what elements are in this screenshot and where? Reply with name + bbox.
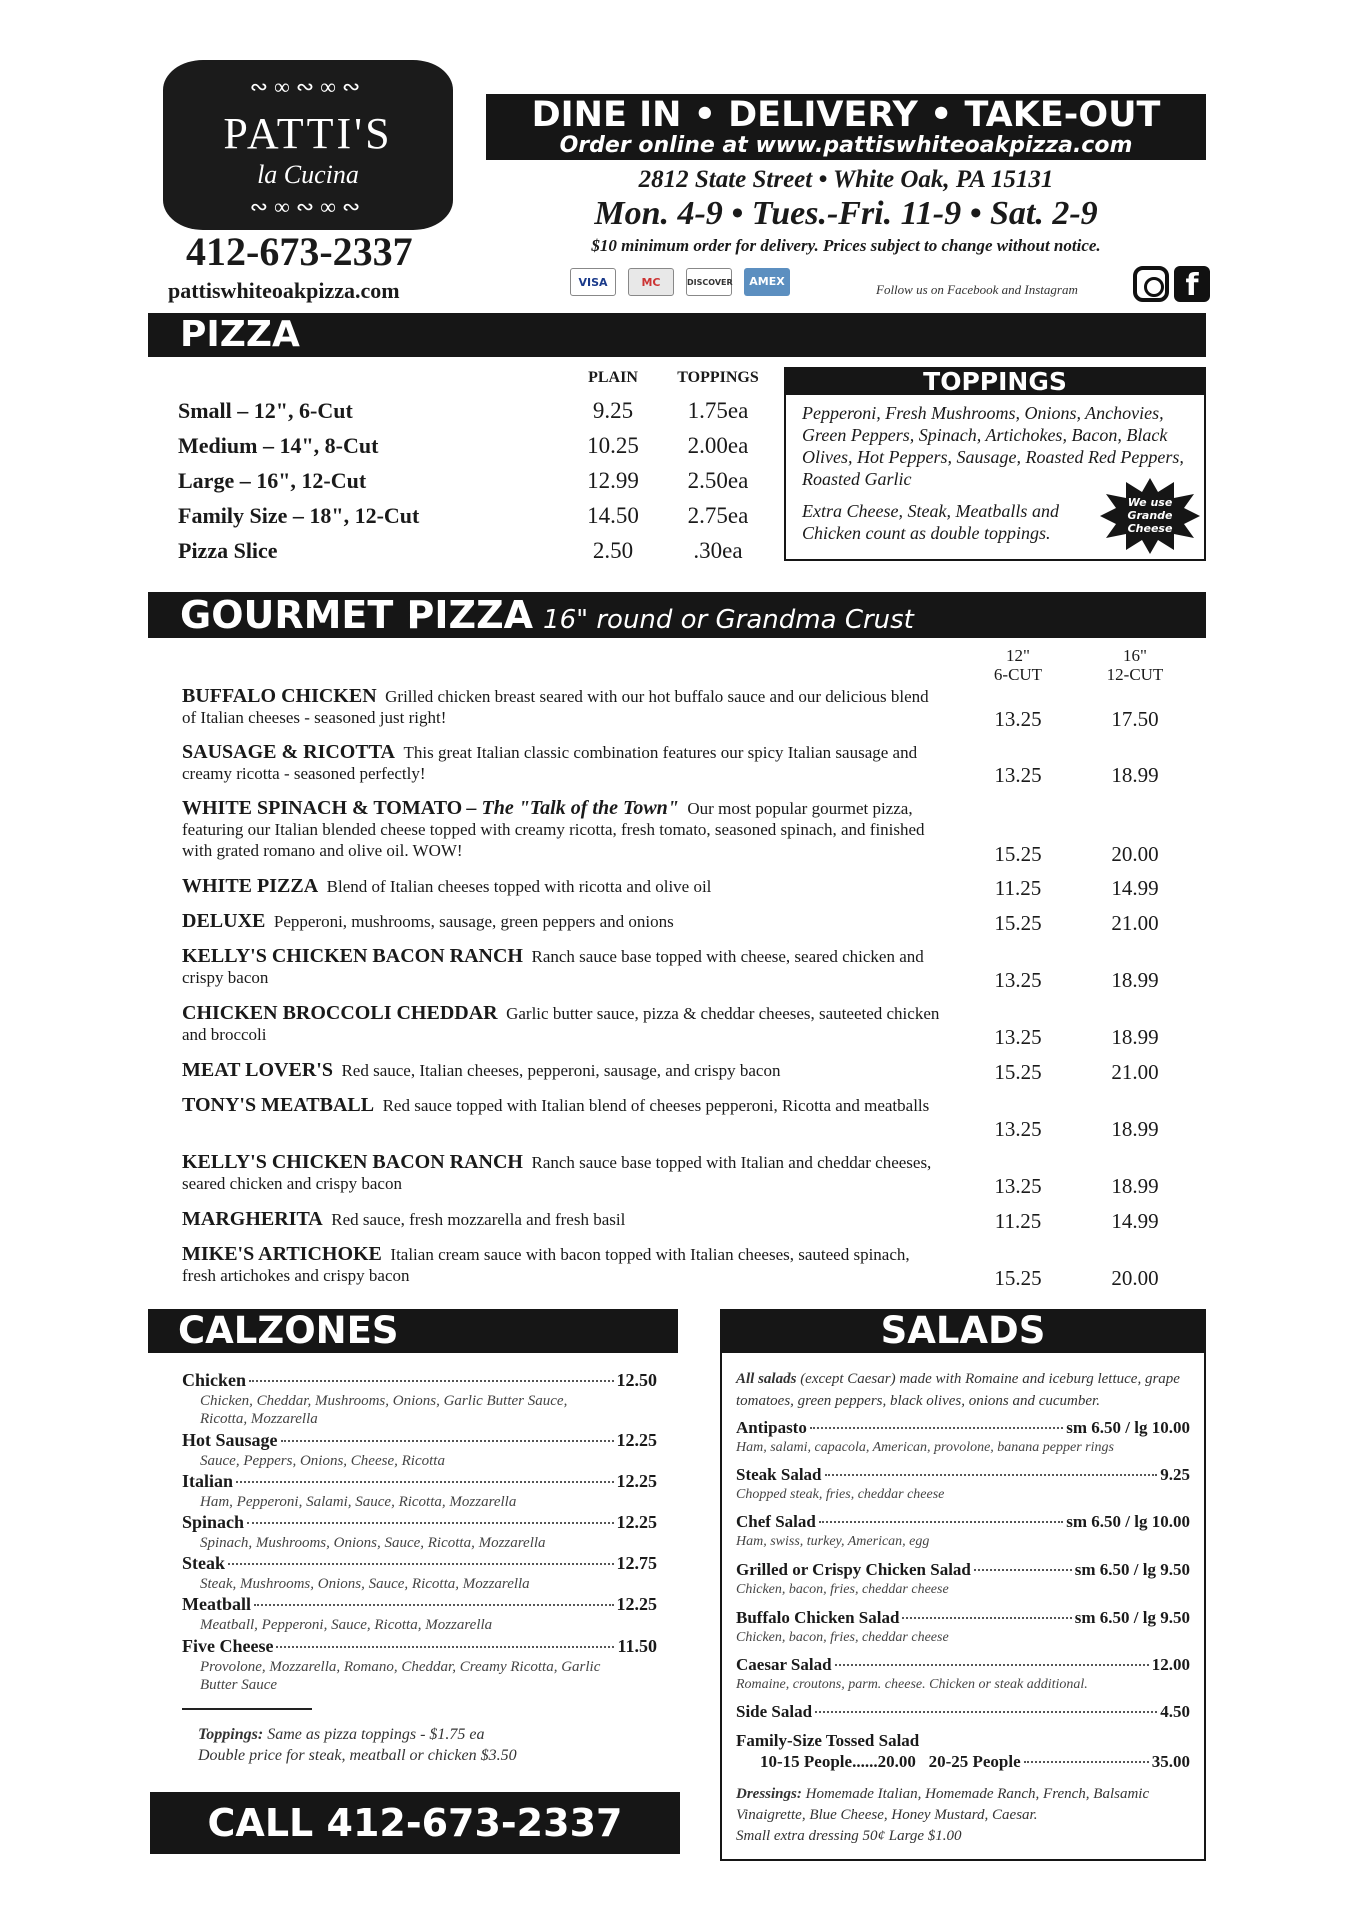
- item-name: KELLY'S CHICKEN BACON RANCH: [182, 945, 523, 967]
- price-12: 15.25: [994, 1266, 1042, 1290]
- toppings-label: Toppings:: [198, 1726, 264, 1743]
- toppings-list: Pepperoni, Fresh Mushrooms, Onions, Anchovies, Green Peppers, Spinach, Artichokes, Bacon, Black Olives, Hot Peppers, Sausage, Roasted Red Peppers, Roasted Garlic: [802, 403, 1184, 489]
- salad-name: Buffalo Chicken Salad: [736, 1608, 900, 1627]
- logo-subtitle: la Cucina: [257, 160, 359, 189]
- calzone-item: [182, 1636, 657, 1657]
- salad-price: sm 6.50 / lg 9.50: [1074, 1608, 1190, 1627]
- calzone-price: 12.25: [616, 1430, 657, 1450]
- item-name: WHITE SPINACH & TOMATO: [182, 797, 463, 819]
- address: 2812 State Street • White Oak, PA 15131: [638, 166, 1054, 193]
- gourmet-item: [182, 1095, 947, 1116]
- price-12: 15.25: [994, 1060, 1042, 1084]
- badge-line-2: Grande: [1127, 509, 1173, 522]
- calzone-name: Italian: [182, 1471, 234, 1491]
- price-16: 20.00: [1111, 842, 1159, 866]
- item-desc: Grilled chicken breast seared with our hot buffalo sauce and our delicious blend of Italian cheeses - seasoned just right!: [182, 687, 929, 727]
- calzone-price: 12.50: [616, 1370, 657, 1390]
- price-16: 18.99: [1111, 1025, 1159, 1049]
- col-16-cut: 12-CUT: [1106, 665, 1164, 684]
- salad-item: [736, 1702, 1190, 1722]
- calzone-name: Chicken: [182, 1370, 247, 1390]
- calzones-section-title: CALZONES: [148, 1309, 678, 1353]
- item-desc: Our most popular gourmet pizza, featuring our Italian blended cheese topped with creamy ricotta, fresh tomato, seasoned spinach, and finished with grated romano and olive oil. WOW!: [182, 799, 925, 860]
- salads-intro: [736, 1368, 1196, 1412]
- price-12: 13.25: [994, 1025, 1042, 1049]
- header-phone: 412-673-2337: [186, 229, 413, 274]
- salad-price: 12.00: [1151, 1655, 1190, 1674]
- follow-us-text: Follow us on Facebook and Instagram: [876, 282, 1078, 297]
- item-name: MEAT LOVER'S: [182, 1059, 333, 1081]
- family-size-b-price: 35.00: [1151, 1752, 1190, 1771]
- item-name: MIKE'S ARTICHOKE: [182, 1243, 382, 1265]
- banner-title: DINE IN • DELIVERY • TAKE-OUT: [531, 95, 1161, 135]
- family-size-a: 10-15 People......20.00: [760, 1752, 916, 1771]
- gourmet-item: [182, 1244, 947, 1286]
- dressings-label: Dressings:: [736, 1786, 802, 1802]
- price-16: 18.99: [1111, 968, 1159, 992]
- pizza-topping-price: .30ea: [693, 538, 743, 563]
- item-desc: Italian cream sauce with bacon topped with Italian cheeses, sauteed spinach, fresh artichokes and crispy bacon: [182, 1245, 910, 1285]
- item-name: SAUSAGE & RICOTTA: [182, 741, 395, 763]
- price-16: 17.50: [1111, 707, 1159, 731]
- pizza-plain-price: 2.50: [592, 538, 634, 563]
- salad-item: [736, 1465, 1190, 1485]
- item-desc: Red sauce, Italian cheeses, pepperoni, sausage, and crispy bacon: [341, 1061, 781, 1080]
- pizza-topping-price: 1.75ea: [687, 398, 749, 423]
- calzone-desc: Sauce, Peppers, Onions, Cheese, Ricotta: [200, 1453, 445, 1469]
- calzone-desc: Steak, Mushrooms, Onions, Sauce, Ricotta, Mozzarella: [200, 1576, 530, 1592]
- salad-desc: Ham, swiss, turkey, American, egg: [736, 1534, 930, 1549]
- calzone-item: [182, 1430, 657, 1451]
- col-12-size: 12": [1006, 646, 1030, 665]
- instagram-icon[interactable]: [1133, 266, 1169, 302]
- calzone-desc: Ham, Pepperoni, Salami, Sauce, Ricotta, Mozzarella: [200, 1494, 517, 1510]
- intro-text: (except Caesar) made with Romaine and iceburg lettuce, grape tomatoes, green peppers, black olives, onions and cucumber.: [736, 1371, 1180, 1409]
- item-name: CHICKEN BROCCOLI CHEDDAR: [182, 1002, 498, 1024]
- gourmet-item: [182, 911, 947, 932]
- price-12: 13.25: [994, 1117, 1042, 1141]
- item-desc: Red sauce topped with Italian blend of cheeses pepperoni, Ricotta and meatballs: [382, 1096, 930, 1115]
- salad-name: Chef Salad: [736, 1512, 816, 1531]
- calzone-desc: Meatball, Pepperoni, Sauce, Ricotta, Mozzarella: [200, 1617, 493, 1633]
- discover-card-icon: DISCOVER: [686, 268, 732, 296]
- salad-item: [736, 1512, 1190, 1532]
- facebook-icon[interactable]: f: [1174, 266, 1210, 302]
- gourmet-item: [182, 946, 947, 988]
- price-16: 14.99: [1111, 1209, 1159, 1233]
- item-desc: Red sauce, fresh mozzarella and fresh basil: [331, 1210, 626, 1229]
- intro-label: All salads: [736, 1371, 797, 1387]
- gourmet-title: GOURMET PIZZA: [180, 593, 534, 637]
- calzone-name: Hot Sausage: [182, 1430, 278, 1450]
- pizza-col-toppings: TOPPINGS: [677, 369, 759, 386]
- gourmet-item: [182, 798, 947, 861]
- item-desc: Blend of Italian cheeses topped with ricotta and olive oil: [326, 877, 712, 896]
- calzone-divider: [182, 1708, 312, 1710]
- calzone-item: [182, 1594, 657, 1615]
- logo: [163, 60, 453, 230]
- item-name: MARGHERITA: [182, 1208, 323, 1230]
- pizza-plain-price: 12.99: [587, 468, 639, 493]
- family-size-b: 20-25 People: [928, 1752, 1021, 1771]
- badge-line-3: Cheese: [1127, 522, 1173, 535]
- calzone-desc: Provolone, Mozzarella, Romano, Cheddar, Creamy Ricotta, Garlic Butter Sauce: [200, 1659, 601, 1693]
- calzone-name: Meatball: [182, 1594, 251, 1614]
- salad-desc: Chicken, bacon, fries, cheddar cheese: [736, 1582, 949, 1597]
- calzone-item: [182, 1553, 657, 1574]
- dressings-extra: Small extra dressing 50¢ Large $1.00: [736, 1828, 962, 1844]
- salad-item: [736, 1655, 1190, 1675]
- badge-line-1: We use: [1127, 496, 1173, 509]
- salad-name: Grilled or Crispy Chicken Salad: [736, 1560, 971, 1579]
- item-name: BUFFALO CHICKEN: [182, 685, 377, 707]
- price-16: 18.99: [1111, 763, 1159, 787]
- salad-item: [736, 1418, 1190, 1438]
- pizza-topping-price: 2.75ea: [687, 503, 749, 528]
- salad-desc: Chicken, bacon, fries, cheddar cheese: [736, 1630, 949, 1645]
- calzone-name: Spinach: [182, 1512, 245, 1532]
- salad-desc: Chopped steak, fries, cheddar cheese: [736, 1487, 945, 1502]
- visa-card-icon: VISA: [570, 268, 616, 296]
- price-16: 18.99: [1111, 1117, 1159, 1141]
- price-16: 20.00: [1111, 1266, 1159, 1290]
- item-desc: Garlic butter sauce, pizza & cheddar cheeses, sauteeted chicken and broccoli: [182, 1004, 940, 1044]
- calzone-name: Five Cheese: [182, 1636, 274, 1656]
- calzone-price: 11.50: [617, 1636, 657, 1656]
- dressings-text: Homemade Italian, Homemade Ranch, French, Balsamic Vinaigrette, Blue Cheese, Honey Mustard, Caesar.: [736, 1786, 1150, 1823]
- pizza-plain-price: 9.25: [592, 398, 634, 423]
- family-salad-prices: [760, 1752, 1190, 1772]
- item-name: WHITE PIZZA: [182, 875, 319, 897]
- salad-item: [736, 1608, 1190, 1628]
- price-16: 18.99: [1111, 1174, 1159, 1198]
- price-16: 14.99: [1111, 876, 1159, 900]
- salad-price: 4.50: [1160, 1702, 1190, 1721]
- gourmet-crust-note: 16" round or Grandma Crust: [543, 605, 914, 635]
- toppings-title: TOPPINGS: [784, 367, 1206, 395]
- salad-price: sm 6.50 / lg 10.00: [1066, 1512, 1190, 1531]
- item-tag: – The "Talk of the Town": [466, 797, 679, 819]
- price-12: 11.25: [994, 876, 1042, 900]
- salad-price: sm 6.50 / lg 9.50: [1074, 1560, 1190, 1579]
- gourmet-col-16: [1095, 646, 1175, 684]
- item-name: KELLY'S CHICKEN BACON RANCH: [182, 1151, 523, 1173]
- pizza-size-name: Small – 12", 6-Cut: [178, 398, 353, 423]
- gourmet-section-title: [148, 592, 1206, 638]
- service-banner: [486, 94, 1206, 160]
- call-phone-banner[interactable]: CALL 412-673-2337: [150, 1792, 680, 1854]
- calzone-item: [182, 1370, 657, 1391]
- pizza-col-plain: PLAIN: [588, 369, 638, 386]
- price-12: 15.25: [994, 842, 1042, 866]
- header-website: pattiswhiteoakpizza.com: [168, 278, 400, 303]
- logo-brand: PATTI'S: [223, 109, 393, 158]
- pizza-section-title: PIZZA: [148, 313, 1206, 357]
- gourmet-item: [182, 1060, 947, 1081]
- logo-flourish-bottom: ∾∞∾∞∾: [249, 194, 367, 219]
- family-salad-title: Family-Size Tossed Salad: [736, 1731, 920, 1750]
- pizza-size-name: Pizza Slice: [178, 538, 278, 563]
- calzone-desc: Spinach, Mushrooms, Onions, Sauce, Ricotta, Mozzarella: [200, 1535, 546, 1551]
- price-12: 13.25: [994, 763, 1042, 787]
- price-12: 13.25: [994, 968, 1042, 992]
- pizza-size-name: Family Size – 18", 12-Cut: [178, 503, 420, 528]
- salad-desc: Romaine, croutons, parm. cheese. Chicken or steak additional.: [736, 1677, 1088, 1692]
- salads-section-title: SALADS: [720, 1309, 1206, 1353]
- double-toppings-note: Extra Cheese, Steak, Meatballs and Chicken count as double toppings.: [802, 501, 1059, 543]
- salad-desc: Ham, salami, capacola, American, provolone, banana pepper rings: [736, 1440, 1114, 1455]
- salad-name: Side Salad: [736, 1702, 813, 1721]
- minimum-order-note: $10 minimum order for delivery. Prices subject to change without notice.: [591, 236, 1101, 255]
- gourmet-item: [182, 876, 947, 897]
- pizza-size-name: Medium – 14", 8-Cut: [178, 433, 379, 458]
- salad-name: Caesar Salad: [736, 1655, 832, 1674]
- salad-item: [736, 1560, 1190, 1580]
- mastercard-icon: MC: [628, 268, 674, 296]
- price-12: 11.25: [994, 1209, 1042, 1233]
- item-desc: Ranch sauce base topped with cheese, seared chicken and crispy bacon: [182, 947, 924, 987]
- calzone-item: [182, 1471, 657, 1492]
- hours: Mon. 4-9 • Tues.-Fri. 11-9 • Sat. 2-9: [594, 195, 1098, 232]
- salad-price: sm 6.50 / lg 10.00: [1066, 1418, 1190, 1437]
- price-16: 21.00: [1111, 1060, 1159, 1084]
- salad-name: Antipasto: [736, 1418, 807, 1437]
- col-16-size: 16": [1123, 646, 1147, 665]
- calzone-price: 12.25: [616, 1471, 657, 1491]
- price-12: 13.25: [994, 1174, 1042, 1198]
- pizza-topping-price: 2.00ea: [687, 433, 749, 458]
- gourmet-item: [182, 1152, 947, 1194]
- pizza-topping-price: 2.50ea: [687, 468, 749, 493]
- calzone-toppings-note: [198, 1724, 618, 1766]
- calzone-price: 12.25: [616, 1594, 657, 1614]
- pizza-size-name: Large – 16", 12-Cut: [178, 468, 367, 493]
- price-12: 15.25: [994, 911, 1042, 935]
- item-name: TONY'S MEATBALL: [182, 1094, 375, 1116]
- logo-flourish-top: ∾∞∾∞∾: [249, 74, 367, 99]
- pizza-plain-price: 14.50: [587, 503, 639, 528]
- col-12-cut: 6-CUT: [993, 665, 1043, 684]
- item-desc: Ranch sauce base topped with Italian and cheddar cheeses, seared chicken and crispy bacon: [182, 1153, 932, 1193]
- item-name: DELUXE: [182, 910, 266, 932]
- gourmet-item: [182, 1003, 947, 1045]
- amex-card-icon: AMEX: [744, 268, 790, 296]
- item-desc: Pepperoni, mushrooms, sausage, green peppers and onions: [273, 912, 674, 931]
- item-desc: This great Italian classic combination features our spicy Italian sausage and creamy ricotta - seasoned perfectly!: [182, 743, 918, 783]
- banner-order-online: Order online at www.pattiswhiteoakpizza.com: [559, 133, 1133, 158]
- calzone-price: 12.25: [616, 1512, 657, 1532]
- calzone-price: 12.75: [616, 1553, 657, 1573]
- toppings-text: Same as pizza toppings - $1.75 ea: [267, 1726, 485, 1743]
- price-16: 21.00: [1111, 911, 1159, 935]
- dressings-note: [736, 1784, 1198, 1847]
- salad-name: Steak Salad: [736, 1465, 822, 1484]
- price-12: 13.25: [994, 707, 1042, 731]
- calzone-desc: Chicken, Cheddar, Mushrooms, Onions, Garlic Butter Sauce, Ricotta, Mozzarella: [200, 1393, 568, 1427]
- gourmet-item: [182, 742, 947, 784]
- salad-price: 9.25: [1160, 1465, 1190, 1484]
- gourmet-col-12: [978, 646, 1058, 684]
- gourmet-item: [182, 686, 947, 728]
- calzone-item: [182, 1512, 657, 1533]
- pizza-plain-price: 10.25: [587, 433, 639, 458]
- grande-cheese-badge: [1098, 476, 1202, 556]
- gourmet-item: [182, 1209, 947, 1230]
- toppings-double-note: Double price for steak, meatball or chicken $3.50: [198, 1747, 517, 1764]
- calzone-name: Steak: [182, 1553, 226, 1573]
